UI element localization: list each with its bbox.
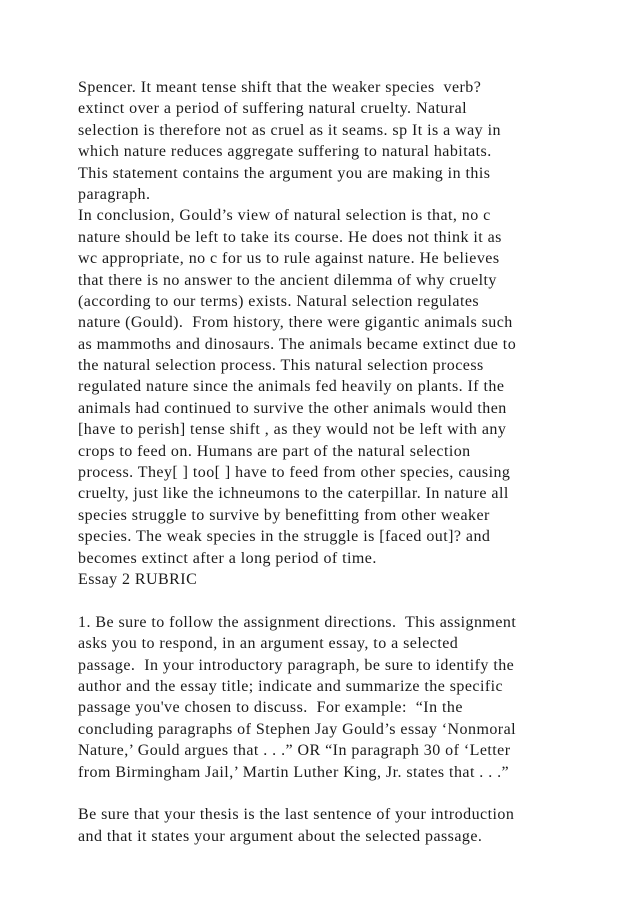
text-line: selection is therefore not as cruel as it seams. sp It is a way in — [78, 121, 501, 139]
text-line: asks you to respond, in an argument essay, to a selected — [78, 635, 459, 653]
text-line: species struggle to survive by benefitting from other weaker — [78, 506, 490, 524]
text-line: as mammoths and dinosaurs. The animals became extinct due to — [78, 335, 517, 353]
text-line: Nature,’ Gould argues that . . .” OR “In paragraph 30 of ‘Letter — [78, 742, 511, 760]
blank-line — [78, 783, 568, 804]
text-line: paragraph. — [78, 185, 151, 203]
blank-line — [78, 590, 568, 611]
text-line: becomes extinct after a long period of time. — [78, 549, 377, 567]
text-line: the natural selection process. This natural selection process — [78, 357, 484, 375]
text-line: nature should be left to take its course. He does not think it as — [78, 228, 502, 246]
text-line: which nature reduces aggregate suffering to natural habitats. — [78, 143, 492, 161]
text-line: crops to feed on. Humans are part of the natural selection — [78, 442, 471, 460]
text-line: wc appropriate, no c for us to rule against nature. He believes — [78, 250, 500, 268]
text-line: that there is no answer to the ancient dilemma of why cruelty — [78, 271, 497, 289]
text-line: cruelty, just like the ichneumons to the caterpillar. In nature all — [78, 485, 509, 503]
text-line: from Birmingham Jail,’ Martin Luther King, Jr. states that . . .” — [78, 763, 510, 781]
text-line: process. They[ ] too[ ] have to feed from other species, causing — [78, 464, 511, 482]
text-line: passage. In your introductory paragraph, be sure to identify the — [78, 656, 515, 674]
text-line: Be sure that your thesis is the last sentence of your introduction — [78, 806, 515, 824]
text-line: Essay 2 RUBRIC — [78, 570, 198, 588]
text-line: animals had continued to survive the other animals would then — [78, 399, 507, 417]
text-line: passage you've chosen to discuss. For example: “In the — [78, 699, 463, 717]
text-line: nature (Gould). From history, there were gigantic animals such — [78, 314, 513, 332]
text-line: [have to perish] tense shift , as they would not be left with any — [78, 421, 507, 439]
text-line: author and the essay title; indicate and summarize the specific — [78, 677, 504, 695]
text-line: Spencer. It meant tense shift that the weaker species verb? — [78, 79, 482, 96]
text-line: 1. Be sure to follow the assignment directions. This assignment — [78, 613, 517, 631]
text-line: regulated nature since the animals fed heavily on plants. If the — [78, 378, 505, 396]
text-line: In conclusion, Gould’s view of natural selection is that, no c — [78, 207, 491, 225]
text-line: This statement contains the argument you are making in this — [78, 164, 491, 182]
text-line: species. The weak species in the struggle is [faced out]? and — [78, 528, 491, 546]
document-body — [78, 77, 568, 847]
text-line: and that it states your argument about the selected passage. — [78, 827, 483, 845]
text-line: (according to our terms) exists. Natural selection regulates — [78, 292, 480, 310]
text-line: concluding paragraphs of Stephen Jay Gould’s essay ‘Nonmoral — [78, 720, 517, 738]
text-line: extinct over a period of suffering natural cruelty. Natural — [78, 100, 468, 118]
